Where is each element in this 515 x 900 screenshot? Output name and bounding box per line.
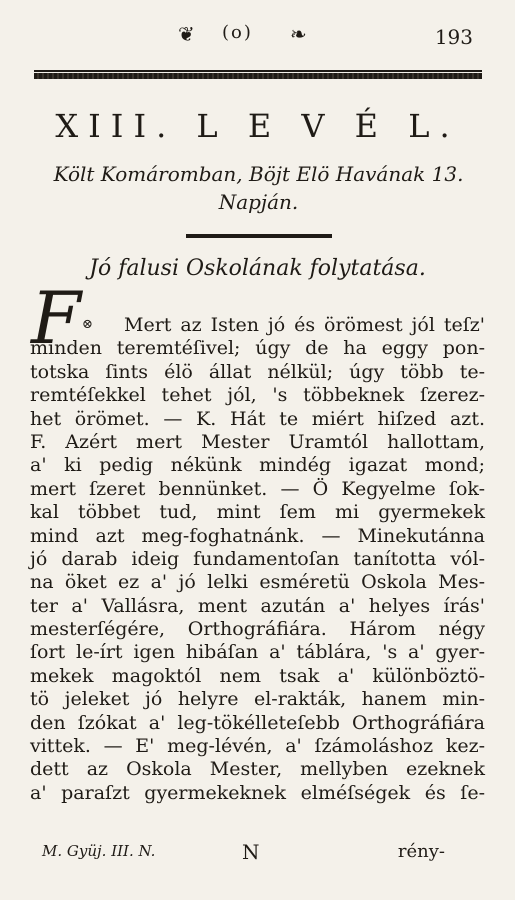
text-line: vittek. — E' meg-lévén, a' ſzámoláshoz kez- — [30, 735, 485, 758]
text-line: jó darab ideig fundamentoſan tanította vól- — [30, 547, 485, 570]
drop-cap: F — [31, 276, 81, 360]
letter-subtitle: Költ Komáromban, Böjt Elö Havának 13. Napján. — [53, 162, 464, 214]
text-line: minden teremtéſivel; úgy de ha eggy pon- — [30, 337, 485, 360]
decorative-rule — [34, 70, 482, 80]
text-line: kal többet tud, mint ſem mi gyermekek — [30, 501, 485, 524]
page-footer — [0, 842, 515, 866]
page-number: 193 — [434, 25, 473, 49]
letter-title: XIII. L E V É L. — [55, 107, 460, 145]
page-header — [0, 18, 515, 52]
text-line: a' ki pedig nékünk mindég igazat mond; — [30, 454, 485, 477]
text-line: dett az Oskola Mester, mellyben ezeknek — [30, 758, 485, 781]
text-line: Mert az Isten jó és örömest jól teſz' — [124, 314, 485, 336]
ornament-center: (o) — [222, 22, 253, 43]
text-line: mekek magoktól nem tsak a' különböztö- — [30, 664, 485, 687]
text-line: remtéſekkel tehet jól, 's többeknek ſzerez- — [30, 384, 485, 407]
speaker-mark-icon: ⊗ — [82, 317, 93, 332]
text-line: na öket ez a' jó lelki esméretü Oskola Mes- — [30, 571, 485, 594]
text-line: ter a' Vallásra, ment azután a' helyes írás' — [30, 594, 485, 617]
section-heading: Jó falusi Oskolának folytatása. — [89, 256, 426, 281]
divider-rule — [186, 234, 332, 238]
text-line: mind azt meg-foghatnánk. — Minekutánna — [30, 524, 485, 547]
ornament-right-icon: ❧ — [290, 22, 307, 46]
text-line: het örömet. — K. Hát te miért hiſzed azt. — [30, 407, 485, 430]
signature-letter: N — [242, 840, 260, 864]
text-line: a' paraſzt gyermekeknek elméſségek és ſe- — [30, 781, 485, 804]
signature-mark: M. Gyüj. III. N. — [42, 842, 156, 860]
text-line: mesterſégére, Orthográfiára. Három négy — [30, 618, 485, 641]
catchword: rény- — [397, 841, 445, 862]
text-line: den ſzókat a' leg-tökélleteſebb Orthográfiára — [30, 711, 485, 734]
text-line: tö jeleket jó helyre el-rakták, hanem min- — [30, 688, 485, 711]
body-text — [30, 314, 485, 805]
text-line: F. Azért mert Mester Uramtól hallottam, — [30, 430, 485, 453]
text-line: totska ſints élö állat nélkül; úgy több te- — [30, 360, 485, 383]
ornament-left-icon: ❦ — [178, 22, 195, 46]
text-line: ſort le-írt igen hibáſan a' táblára, 's a' gyer- — [30, 641, 485, 664]
text-line: mert ſzeret bennünket. — Ö Kegyelme ſok- — [30, 477, 485, 500]
